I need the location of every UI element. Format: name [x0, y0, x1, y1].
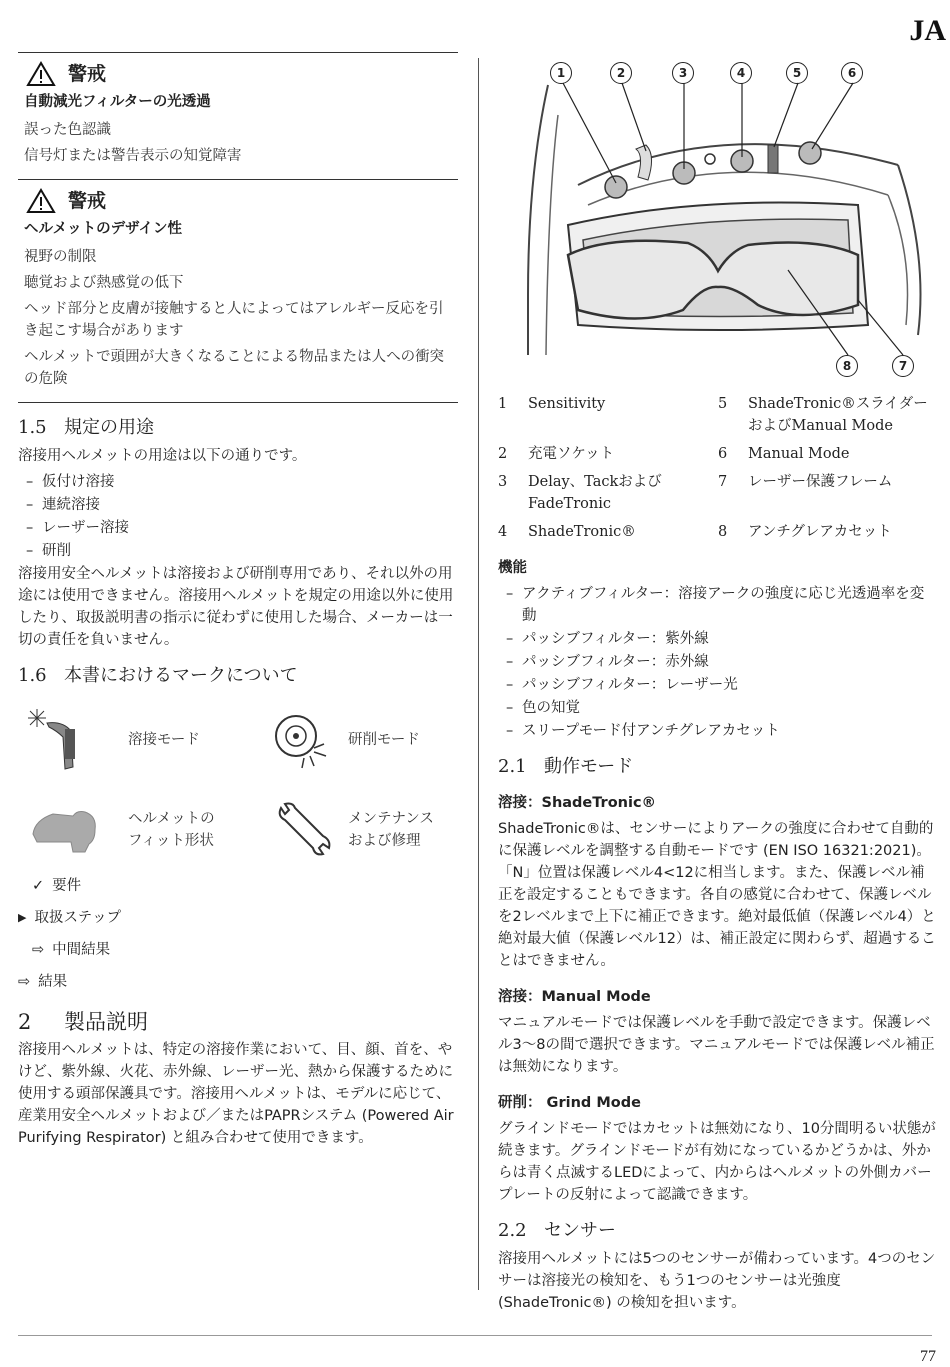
legend-label: 充電ソケット: [528, 446, 615, 462]
legend-num: 1: [498, 396, 508, 412]
symbol-step: ▶ 取扱ステップ: [18, 907, 458, 929]
warning-box-2: [18, 179, 458, 402]
list-item: – 研削: [18, 540, 458, 562]
warning-subtitle: ヘルメットのデザイン性: [24, 221, 183, 237]
warning-triangle-icon: [26, 61, 56, 87]
warning-triangle-icon: [26, 188, 56, 214]
section-body: 溶接用ヘルメットは、特定の溶接作業において、目、顔、首を、やけど、紫外線、火花、赤外線、レーザー光、熱から保護するために使用する頭部保護具です。溶接用ヘルメットは、モデルに応じて、産業用安全ヘルメットおよび／またはPAPRシステム (Powered Air Purifying Respirator) と組み合わせて使用できます。: [18, 1042, 454, 1146]
callout-3: 3: [672, 62, 694, 84]
legend-num: 8: [718, 524, 728, 540]
mode-body: ShadeTronic®は、センサーによりアークの強度に合わせて自動的に保護レベルを調整する自動モードです (EN ISO 16321:2021)。「N」位置は保護レベル4<12に相当します。また、保護レベル補正を設定することもできます。各自の感覚に合わせて、保護レベルを2レベルまで上下に補正できます。絶対最低値（保護レベル4）と絶対最大値（保護レベル12）は、補正設定に関わらず、超過することはできません。: [498, 821, 936, 969]
arrow-right-icon: ⇨: [18, 974, 31, 990]
arrow-right-icon: ⇨: [32, 942, 45, 958]
features-heading: 機能: [498, 560, 527, 576]
list-item: – パッシブフィルター：レーザー光: [498, 674, 938, 696]
mark-label-welding: 溶接モード: [128, 732, 200, 748]
diagram-callouts: [498, 55, 938, 385]
legend-label: ShadeTronic®: [528, 524, 636, 540]
section-heading-2-2: 2.2 センサー: [498, 1220, 616, 1241]
list-item: – アクティブフィルター：溶接アークの強度に応じ光透過率を変動: [498, 583, 938, 627]
legend-num: 2: [498, 446, 508, 462]
warning-title: 警戒: [68, 63, 107, 85]
mark-label-grinding: 研削モード: [348, 732, 420, 748]
callout-7: 7: [892, 355, 914, 377]
callout-8: 8: [836, 355, 858, 377]
grinding-disc-icon: [258, 705, 348, 775]
legend-num: 6: [718, 446, 728, 462]
section-heading-1-5: 1.5 規定の用途: [18, 417, 154, 438]
footer-rule: [18, 1335, 932, 1336]
warning-title: 警戒: [68, 190, 107, 212]
callout-1: 1: [550, 62, 572, 84]
left-column: [18, 52, 458, 1153]
symbol-requirement: ✓ 要件: [32, 875, 458, 897]
section-heading-1-6: 1.6 本書におけるマークについて: [18, 665, 298, 686]
legend-label: アンチグレアカセット: [748, 524, 892, 540]
legend-label: ShadeTronic®スライダーおよびManual Mode: [748, 396, 928, 434]
legend-num: 5: [718, 396, 728, 412]
mode-body: グラインドモードではカセットは無効になり、10分間明るい状態が続きます。グラインドモードが有効になっているかどうかは、外からは青く点滅するLEDによって、内からはヘルメットの外側カバープレートの反射によって認識できます。: [498, 1121, 936, 1203]
welding-torch-icon: [18, 705, 108, 775]
warning-line: 誤った色認識: [24, 122, 111, 138]
callout-5: 5: [786, 62, 808, 84]
section-intro: 溶接用ヘルメットの用途は以下の通りです。: [18, 448, 307, 464]
callout-6: 6: [841, 62, 863, 84]
warning-line: 視野の制限: [24, 249, 97, 265]
list-item: – レーザー溶接: [18, 517, 458, 539]
symbol-intermediate: ⇨ 中間結果: [32, 939, 458, 961]
helmet-diagram: [498, 55, 938, 385]
right-column: [498, 55, 938, 1318]
mode-body: マニュアルモードでは保護レベルを手動で設定できます。保護レベル3～8の間で選択できます。マニュアルモードでは保護レベル補正は無効になります。: [498, 1015, 935, 1075]
symbol-result: ⇨ 結果: [18, 971, 458, 993]
warning-box-1: [18, 52, 458, 179]
list-item: – パッシブフィルター：紫外線: [498, 628, 938, 650]
head-profile-icon: [18, 795, 108, 865]
triangle-right-icon: ▶: [18, 911, 27, 924]
warning-line: 聴覚および熱感覚の低下: [24, 275, 184, 291]
section-body: 溶接用安全ヘルメットは溶接および研削専用であり、それ以外の用途には使用できません。溶接用ヘルメットを規定の用途以外に使用したり、取扱説明書の指示に従わずに使用した場合、メーカーは一切の責任を負いません。: [18, 566, 454, 648]
list-item: – パッシブフィルター：赤外線: [498, 651, 938, 673]
list-item: – 仮付け溶接: [18, 471, 458, 493]
column-divider: [478, 58, 479, 1290]
callout-4: 4: [730, 62, 752, 84]
callout-2: 2: [610, 62, 632, 84]
legend-label: Manual Mode: [748, 446, 850, 462]
mark-label-maintenance: メンテナンス および修理: [348, 811, 434, 849]
warning-line: 信号灯または警告表示の知覚障害: [24, 148, 242, 164]
language-code: JA: [909, 14, 946, 47]
section-body: 溶接用ヘルメットには5つのセンサーが備わっています。4つのセンサーは溶接光の検知を、もう1つのセンサーは光強度 (ShadeTronic®) の検知を担います。: [498, 1251, 936, 1311]
legend-num: 3: [498, 474, 508, 490]
diagram-legend: [498, 393, 938, 543]
page-number: 77: [920, 1348, 936, 1365]
list-item: – 色の知覚: [498, 697, 938, 719]
list-item: – スリープモード付アンチグレアカセット: [498, 720, 938, 742]
section-heading-2-1: 2.1 動作モード: [498, 756, 634, 777]
legend-label: Sensitivity: [528, 396, 606, 412]
mark-label-fit: ヘルメットの フィット形状: [128, 811, 215, 849]
wrench-icon: [258, 795, 348, 865]
features-list: [498, 583, 938, 742]
section-heading-2: 2 製品説明: [18, 1010, 148, 1034]
mode-heading: 研削： Grind Mode: [498, 1095, 641, 1111]
warning-line: ヘッド部分と皮膚が接触すると人によってはアレルギー反応を引き起こす場合があります: [24, 301, 444, 339]
intended-use-list: [18, 471, 458, 562]
legend-label: レーザー保護フレーム: [748, 474, 893, 490]
legend-num: 7: [718, 474, 728, 490]
checkmark-icon: ✓: [32, 878, 45, 894]
marks-grid: [18, 705, 458, 865]
warning-line: ヘルメットで頭囲が大きくなることによる物品または人への衝突の危険: [24, 349, 445, 387]
legend-num: 4: [498, 524, 508, 540]
warning-subtitle: 自動減光フィルターの光透過: [24, 94, 211, 110]
mode-heading: 溶接：Manual Mode: [498, 989, 651, 1005]
list-item: – 連続溶接: [18, 494, 458, 516]
mode-heading: 溶接：ShadeTronic®: [498, 795, 657, 811]
legend-label: Delay、TackおよびFadeTronic: [528, 474, 662, 512]
